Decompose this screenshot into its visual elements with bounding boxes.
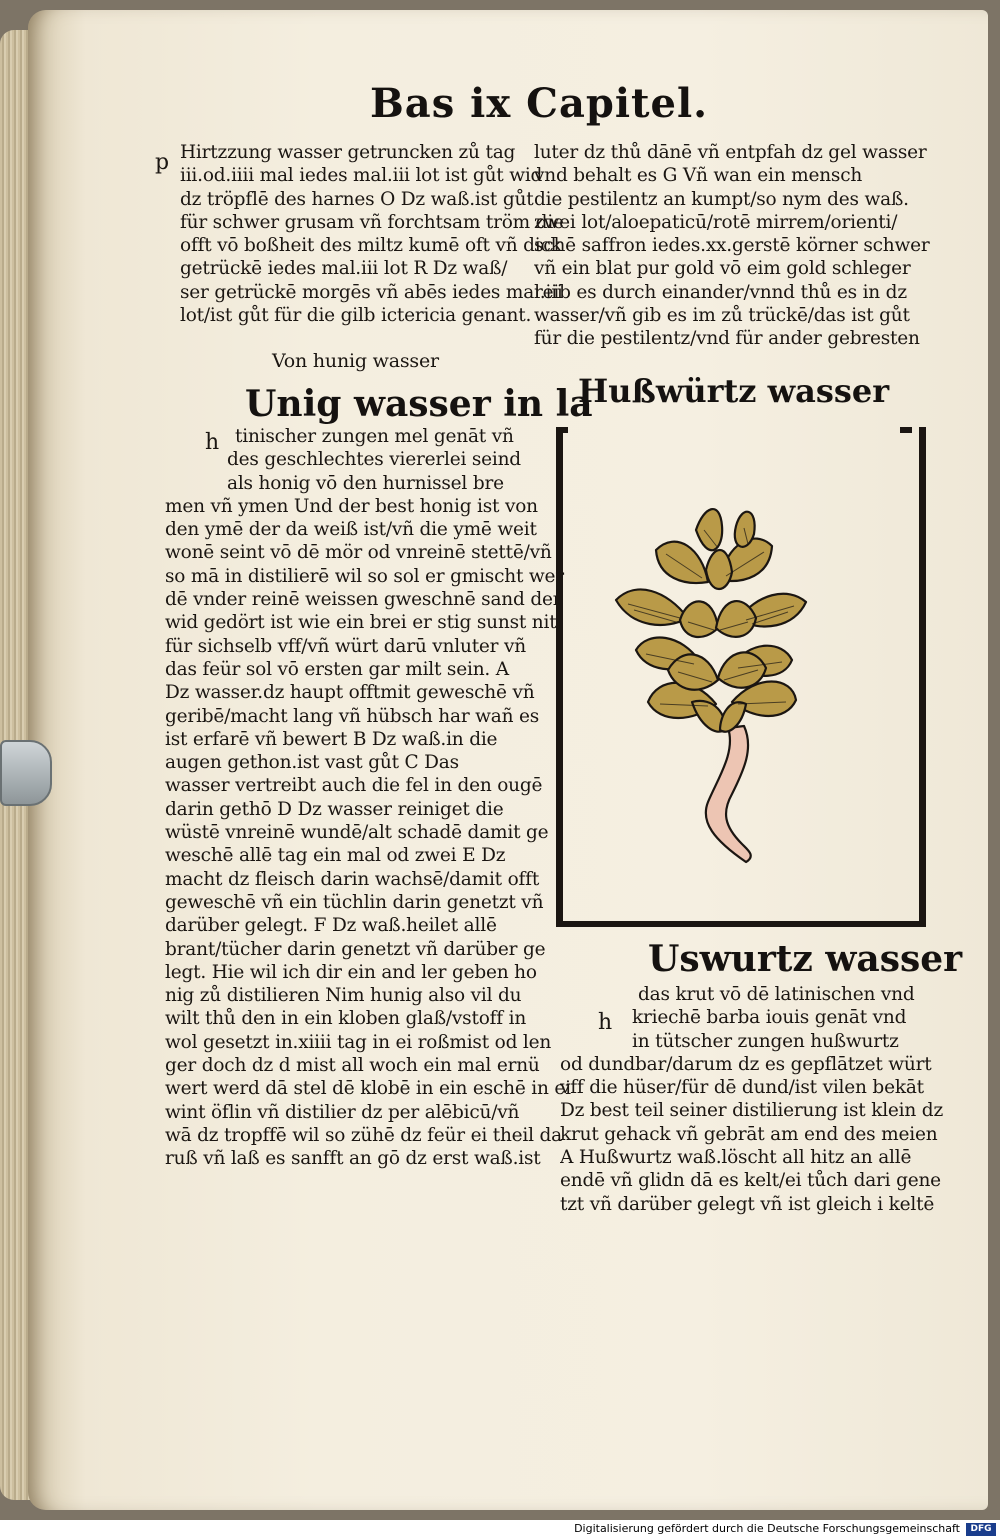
text-line: wasser vertreibt auch die fel in den ougē bbox=[165, 775, 543, 797]
text-line: A Hußwurtz waß.löscht all hitz an allē bbox=[560, 1147, 912, 1169]
text-line: darüber gelegt. F Dz waß.heilet allē bbox=[165, 915, 497, 937]
text-line: Hirtzzung wasser getruncken zů tag bbox=[180, 142, 516, 163]
text-line: od dundbar/darum dz es gepflātzet würt bbox=[560, 1053, 932, 1075]
right-section-heading-1: Hußwürtz wasser bbox=[578, 372, 890, 410]
text-line: Dz wasser.dz haupt offtmit geweschē vñ bbox=[165, 682, 535, 704]
text-line: so mā in distilierē wil so sol er gmischt wer bbox=[165, 565, 564, 587]
text-line: wol gesetzt in.xiiii tag in ei roßmist od len bbox=[165, 1031, 552, 1053]
text-line: dē vnder reinē weissen gweschnē sand der bbox=[165, 589, 562, 611]
footer-bar bbox=[0, 1520, 1000, 1540]
text-line: ist erfarē vñ bewert B Dz waß.in die bbox=[165, 728, 498, 750]
text-line: für die pestilentz/vnd für ander gebresten bbox=[534, 328, 920, 350]
text-line: das feür sol vō ersten gar milt sein. A bbox=[165, 658, 509, 680]
text-line: wüstē vnreinē wundē/alt schadē damit ge bbox=[165, 822, 549, 844]
footer-credit: Digitalisierung gefördert durch die Deutsche Forschungsgemeinschaft bbox=[574, 1522, 960, 1535]
text-line: kriechē barba iouis genāt vnd bbox=[632, 1007, 907, 1029]
text-line: men vñ ymen Und der best honig ist von bbox=[165, 495, 538, 517]
page-header: Bas ix Capitel. bbox=[370, 80, 709, 127]
text-line: weschē allē tag ein mal od zwei E Dz bbox=[165, 845, 506, 867]
text-line: offt vō boßheit des miltz kumē oft vñ dick bbox=[180, 235, 562, 257]
text-line: wonē seint vō dē mör od vnreinē stettē/vñ bbox=[165, 542, 552, 564]
text-line: wert werd dā stel dē klobē in ein eschē in ei bbox=[165, 1078, 571, 1100]
text-line: iii.od.iiii mal iedes mal.iii lot ist gůt wid bbox=[180, 165, 543, 187]
text-line: getrückē iedes mal.iii lot R Dz waß/ bbox=[180, 258, 508, 280]
text-line: für schwer grusam vñ forchtsam tröm die bbox=[180, 211, 564, 233]
text-line: schē saffron iedes.xx.gerstē körner schwer bbox=[534, 235, 930, 257]
text-line: nig zů distilieren Nim hunig also vil du bbox=[165, 985, 522, 1007]
text-line: für sichselb vff/vñ würt darū vnluter vñ bbox=[165, 635, 526, 657]
text-line: das krut vō dē latinischen vnd bbox=[638, 984, 915, 1005]
text-line: tzt vñ darüber gelegt vñ ist gleich i keltē bbox=[560, 1193, 935, 1215]
text-line: als honig vō den hurnissel bre bbox=[227, 472, 504, 494]
left-section-initial: h bbox=[205, 430, 220, 455]
text-line: augen gethon.ist vast gůt C Das bbox=[165, 752, 459, 774]
text-line: wint öflin vñ distilier dz per alēbicū/vñ bbox=[165, 1101, 520, 1123]
text-line: macht dz fleisch darin wachsē/damit offt bbox=[165, 868, 540, 890]
text-line: wid gedört ist wie ein brei er stig sunst nit bbox=[165, 612, 557, 634]
text-line: luter dz thů dānē vñ entpfah dz gel wasser bbox=[534, 142, 927, 163]
right-section-heading-2: Uswurtz wasser bbox=[648, 938, 963, 980]
text-line: brant/tücher darin genetzt vñ darüber ge bbox=[165, 938, 546, 960]
text-line: ser getrückē morgēs vñ abēs iedes mal.iii bbox=[180, 281, 563, 303]
text-line: geribē/macht lang vñ hübsch har wañ es bbox=[165, 705, 540, 727]
text-line: endē vñ glidn dā es kelt/ei tůch dari gene bbox=[560, 1170, 941, 1192]
left-section-heading: Unig wasser in la bbox=[245, 383, 593, 425]
text-line: dz tröpflē des harnes O Dz waß.ist gůt bbox=[180, 188, 534, 210]
dfg-logo: DFG bbox=[966, 1523, 996, 1536]
text-line: ruß vñ laß es sanfft an gō dz erst waß.ist bbox=[165, 1148, 541, 1170]
houseleek-woodcut-illustration bbox=[596, 490, 836, 870]
text-line: darin gethō D Dz wasser reiniget die bbox=[165, 798, 504, 820]
right-body-paragraph bbox=[560, 983, 943, 1216]
text-line: vnd behalt es G Vñ wan ein mensch bbox=[534, 165, 863, 187]
text-line: vff die hüser/für dē dund/ist vilen bekāt bbox=[560, 1077, 924, 1099]
right-section-initial: h bbox=[598, 1010, 613, 1035]
text-line: die pestilentz an kumpt/so nym des waß. bbox=[534, 188, 909, 210]
text-line: in tütscher zungen hußwurtz bbox=[632, 1030, 899, 1052]
text-line: wasser/vñ gib es im zů trückē/das ist gůt bbox=[534, 305, 910, 327]
text-line: zwei lot/aloepaticū/rotē mirrem/orienti/ bbox=[534, 211, 898, 233]
text-line: vñ ein blat pur gold vō eim gold schleger bbox=[534, 258, 911, 280]
text-line: geweschē vñ ein tüchlin darin genetzt vñ bbox=[165, 891, 544, 913]
text-line: wā dz tropffē wil so zühē dz feür ei theil da bbox=[165, 1124, 562, 1146]
text-line: wilt thů den in ein kloben glaß/vstoff in bbox=[165, 1008, 527, 1030]
text-line: Dz best teil seiner distilierung ist klein dz bbox=[560, 1100, 943, 1122]
text-line: lot/ist gůt für die gilb ictericia genant. bbox=[180, 305, 532, 327]
text-line: des geschlechtes viererlei seind bbox=[227, 449, 521, 471]
left-subtitle: Von hunig wasser bbox=[272, 350, 439, 372]
left-top-paragraph bbox=[180, 141, 564, 327]
left-body-paragraph bbox=[165, 425, 571, 1171]
text-line: ger doch dz d mist all woch ein mal ernü bbox=[165, 1055, 540, 1077]
page-clip bbox=[0, 740, 52, 806]
text-line: tinischer zungen mel genāt vñ bbox=[235, 426, 514, 447]
text-line: reib es durch einander/vnnd thů es in dz bbox=[534, 281, 907, 303]
text-line: den ymē der da weiß ist/vñ die ymē weit bbox=[165, 519, 537, 541]
left-top-initial: p bbox=[155, 150, 170, 175]
text-line: legt. Hie wil ich dir ein and ler geben ho bbox=[165, 961, 537, 983]
text-line: krut gehack vñ gebrāt am end des meien bbox=[560, 1123, 938, 1145]
right-top-paragraph bbox=[534, 141, 930, 351]
